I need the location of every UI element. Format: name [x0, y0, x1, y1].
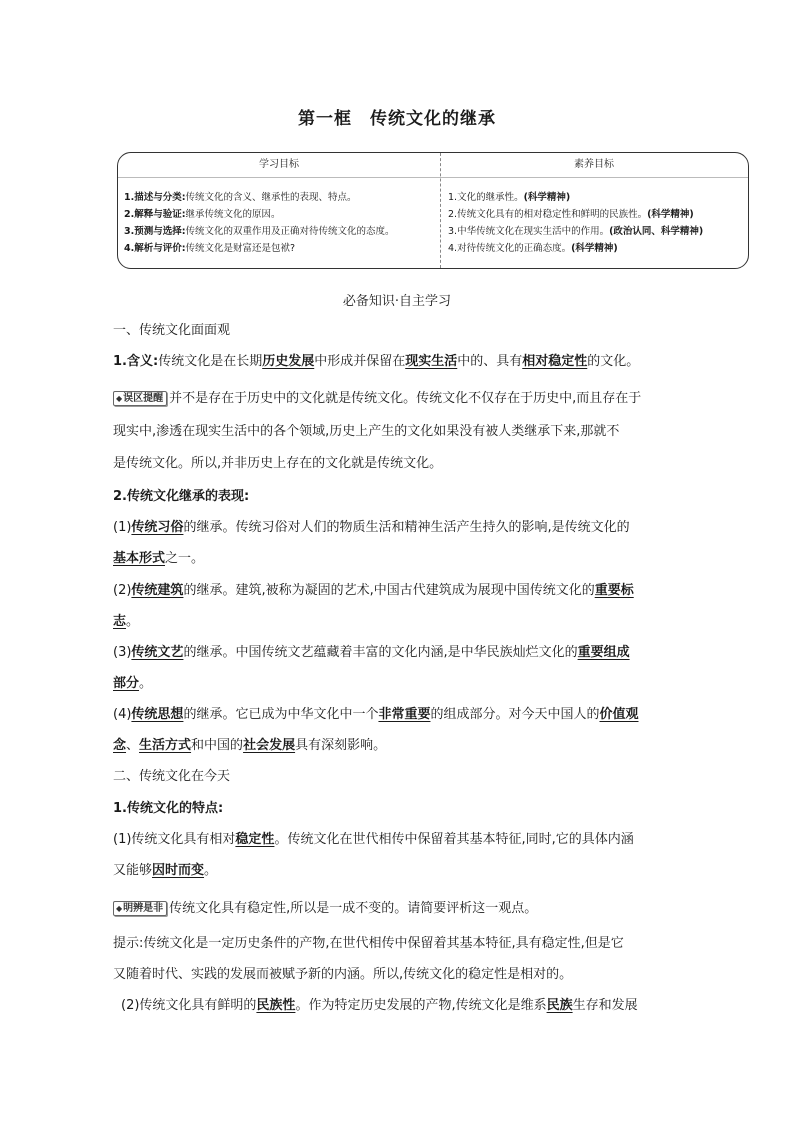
learning-goal-item: 2.解释与验证:继承传统文化的原因。: [124, 209, 281, 220]
misread-paragraph-line: 现实中,渗透在现实生活中的各个领域,历史上产生的文化如果没有被人类继承下来,那就不: [113, 424, 620, 439]
diamond-icon: ◆: [116, 394, 123, 403]
item-thought-cont: 念、生活方式和中国的社会发展具有深刻影响。: [113, 738, 387, 753]
heading-features: 1.传统文化的特点:: [113, 801, 224, 816]
literacy-goals-list: [448, 189, 703, 257]
learning-goals-header: 学习目标: [118, 153, 440, 178]
learning-goal-item: 3.预测与选择:传统文化的双重作用及正确对待传统文化的态度。: [124, 226, 395, 237]
item-thought: (4)传统思想的继承。它已成为中华文化中一个非常重要的组成部分。对今天中国人的价值观: [113, 707, 639, 722]
literacy-goals-header: 素养目标: [440, 153, 748, 178]
judge-tag: ◆明辨是非: [113, 901, 167, 916]
diamond-icon: ◆: [116, 904, 123, 913]
item-arts-cont: 部分。: [113, 676, 153, 691]
definition-paragraph: 1.含义:传统文化是在长期历史发展中形成并保留在现实生活中的、具有相对稳定性的文化。: [113, 354, 640, 369]
hint-line: 又随着时代、实践的发展而被赋予新的内涵。所以,传统文化的稳定性是相对的。: [113, 967, 573, 982]
feature-stability: (1)传统文化具有相对稳定性。传统文化在世代相传中保留着其基本特征,同时,它的具体内涵: [113, 832, 634, 847]
misread-paragraph-line: ◆误区提醒 并不是存在于历史中的文化就是传统文化。传统文化不仅存在于历史中,而且存在于: [113, 389, 641, 409]
feature-stability-cont: 又能够因时而变。: [113, 863, 218, 878]
column-divider: [440, 153, 441, 268]
learning-goals-list: [124, 189, 395, 257]
literacy-goal-item: 1.文化的继承性。(科学精神): [448, 192, 571, 203]
literacy-goal-item: 3.中华传统文化在现实生活中的作用。(政治认同、科学精神): [448, 226, 704, 237]
item-architecture-cont: 志。: [113, 614, 140, 629]
misread-tag: ◆误区提醒: [113, 391, 167, 406]
item-customs: (1)传统习俗的继承。传统习俗对人们的物质生活和精神生活产生持久的影响,是传统文化的: [113, 520, 630, 535]
hint-line: 提示:传统文化是一定历史条件的产物,在世代相传中保留着其基本特征,具有稳定性,但是它: [113, 936, 624, 951]
item-customs-cont: 基本形式之一。: [113, 551, 205, 566]
feature-nationality: (2)传统文化具有鲜明的民族性。作为特定历史发展的产物,传统文化是维系民族生存和发展: [121, 998, 638, 1013]
item-architecture: (2)传统建筑的继承。建筑,被称为凝固的艺术,中国古代建筑成为展现中国传统文化的重要标: [113, 583, 634, 598]
heading-inheritance: 2.传统文化继承的表现:: [113, 489, 250, 504]
section-title: 必备知识·自主学习: [342, 294, 452, 309]
learning-goal-item: 4.解析与评价:传统文化是财富还是包袱?: [124, 243, 296, 254]
page-title: 第一框 传统文化的继承: [298, 109, 496, 129]
item-arts: (3)传统文艺的继承。中国传统文艺蕴藏着丰富的文化内涵,是中华民族灿烂文化的重要组成: [113, 645, 630, 660]
literacy-goal-item: 4.对待传统文化的正确态度。(科学精神): [448, 243, 618, 254]
misread-paragraph-line: 是传统文化。所以,并非历史上存在的文化就是传统文化。: [113, 456, 443, 471]
judge-question: ◆明辨是非 传统文化具有稳定性,所以是一成不变的。请简要评析这一观点。: [113, 899, 537, 919]
heading-one: 一、传统文化面面观: [113, 323, 231, 338]
learning-goal-item: 1.描述与分类:传统文化的含义、继承性的表现、特点。: [124, 192, 357, 203]
objectives-box: [117, 152, 749, 269]
heading-two: 二、传统文化在今天: [113, 769, 231, 784]
literacy-goal-item: 2.传统文化具有的相对稳定性和鲜明的民族性。(科学精神): [448, 209, 694, 220]
